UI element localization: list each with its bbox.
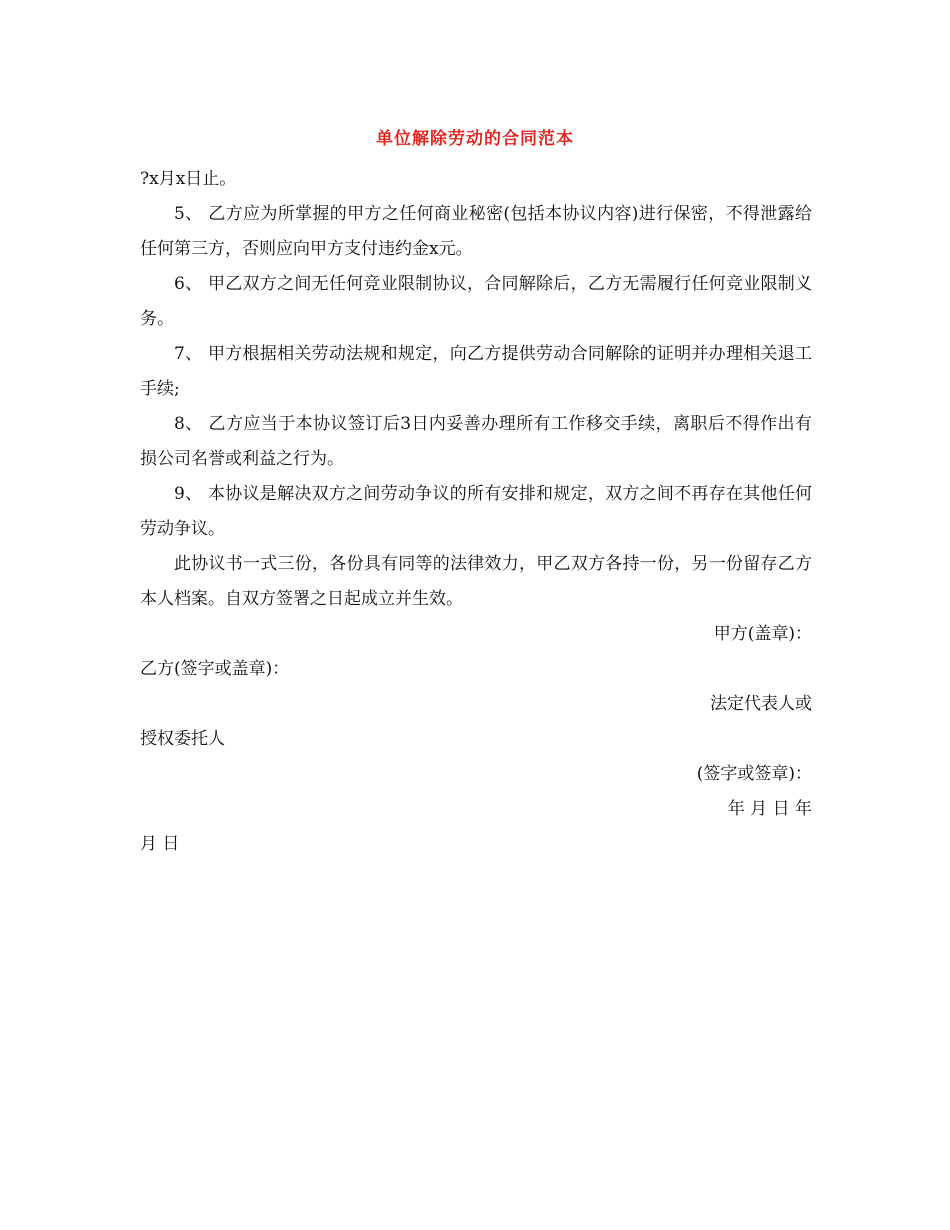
document-body bbox=[140, 162, 812, 862]
paragraph-clause-9: 9、 本协议是解决双方之间劳动争议的所有安排和规定，双方之间不再存在其他任何劳动争议。 bbox=[140, 484, 812, 539]
legal-representative-label: 法定代表人或 bbox=[710, 694, 812, 714]
paragraph-continuation: ?x月x日止。 bbox=[140, 169, 237, 189]
paragraph-clause-8: 8、 乙方应当于本协议签订后3日内妥善办理所有工作移交手续，离职后不得作出有损公司名誉或利益之行为。 bbox=[140, 414, 812, 469]
document-title: 单位解除劳动的合同范本 bbox=[376, 129, 574, 149]
paragraph-clause-7: 7、 甲方根据相关劳动法规和规定，向乙方提供劳动合同解除的证明并办理相关退工手续; bbox=[140, 344, 812, 399]
date-line-a: 年 月 日 年 bbox=[727, 799, 812, 819]
paragraph-clause-5: 5、 乙方应为所掌握的甲方之任何商业秘密(包括本协议内容)进行保密，不得泄露给任何第三方，否则应向甲方支付违约金x元。 bbox=[140, 204, 812, 259]
paragraph-clause-6: 6、 甲乙双方之间无任何竞业限制协议，合同解除后，乙方无需履行任何竞业限制义务。 bbox=[140, 274, 812, 329]
party-a-seal-label: 甲方(盖章)： bbox=[713, 624, 812, 644]
party-b-sign-label: 乙方(签字或盖章)： bbox=[140, 659, 290, 679]
date-line-b: 月 日 bbox=[140, 834, 180, 854]
authorized-agent-label: 授权委托人 bbox=[140, 729, 225, 749]
paragraph-copies-effect: 此协议书一式三份，各份具有同等的法律效力，甲乙双方各持一份，另一份留存乙方本人档案。自双方签署之日起成立并生效。 bbox=[140, 554, 812, 609]
sign-or-seal-label: (签字或签章)： bbox=[696, 764, 812, 784]
